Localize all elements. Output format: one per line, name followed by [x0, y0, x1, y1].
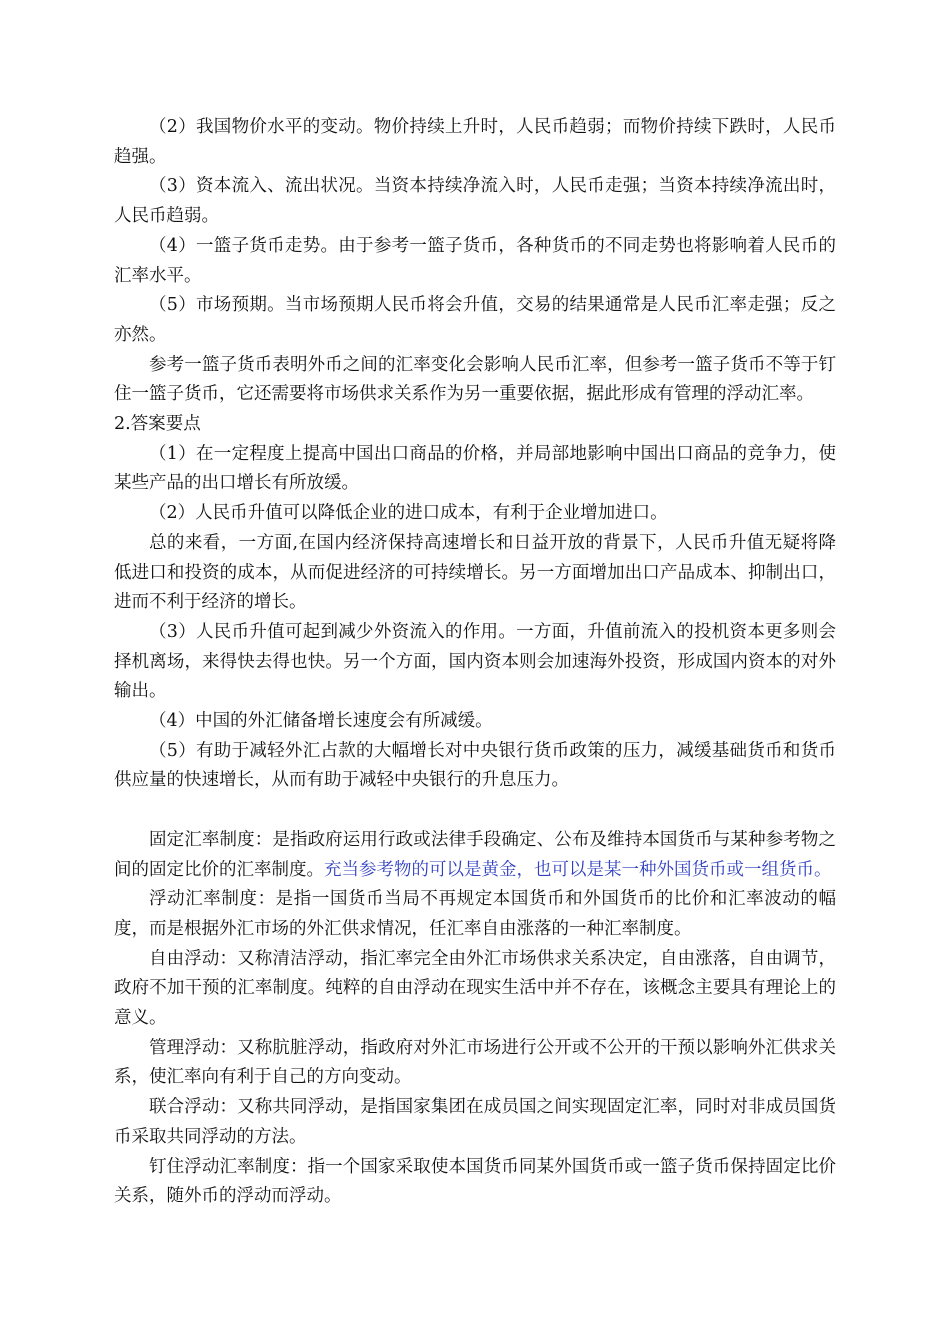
blank-line [114, 796, 836, 826]
paragraph-fixed-rate [114, 826, 836, 885]
paragraph-joint-float: 联合浮动：又称共同浮动，是指国家集团在成员国之间实现固定汇率，同时对非成员国货币采取共同浮动的方法。 [114, 1097, 836, 1147]
paragraph-monetary-pressure: （5）有助于减轻外汇占款的大幅增长对中央银行货币政策的压力，减缓基础货币和货币供应量的快速增长，从而有助于减轻中央银行的升息压力。 [114, 740, 836, 791]
paragraph-import-cost: （2）人民币升值可以降低企业的进口成本，有利于企业增加进口。 [149, 503, 668, 524]
paragraph-foreign-capital: （3）人民币升值可起到减少外资流入的作用。一方面，升值前流入的投机资本更多则会择机离场，来得快去得也快。另一个方面，国内资本则会加速海外投资，形成国内资本的对外输出。 [114, 621, 836, 702]
paragraph-export-price: （1）在一定程度上提高中国出口商品的价格，并局部地影响中国出口商品的竞争力，使某些产品的出口增长有所放缓。 [114, 443, 836, 494]
paragraph-floating-rate: 浮动汇率制度：是指一国货币当局不再规定本国货币和外国货币的比价和汇率波动的幅度，而是根据外汇市场的外汇供求情况，任汇率自由涨落的一种汇率制度。 [114, 889, 836, 939]
paragraph-capital-flow: （3）资本流入、流出状况。当资本持续净流入时，人民币走强；当资本持续净流出时，人民币趋弱。 [114, 176, 836, 227]
paragraph-reserves: （4）中国的外汇储备增长速度会有所减缓。 [149, 711, 493, 732]
document-page [114, 113, 836, 1212]
paragraph-overall: 总的来看，一方面,在国内经济保持高速增长和日益开放的背景下，人民币升值无疑将降低进口和投资的成本，从而促进经济的可持续增长。另一方面增加出口产品成本、抑制出口，进而不利于经济的增长。 [114, 532, 836, 613]
section-heading: 2.答案要点 [114, 414, 201, 435]
paragraph-basket-trend: （4）一篮子货币走势。由于参考一篮子货币，各种货币的不同走势也将影响着人民币的汇率水平。 [114, 235, 836, 286]
fixed-rate-highlight: 充当参考物的可以是黄金，也可以是某一种外国货币或一组货币。 [324, 859, 832, 880]
fixed-rate-definition: 固定汇率制度：是指政府运用行政或法律手段确定、公布及维持本国货币与某种参考物之间的固定比价的汇率制度。 [114, 829, 836, 880]
section-answer-points [114, 410, 836, 796]
paragraph-free-float: 自由浮动：又称清洁浮动，指汇率完全由外汇市场供求关系决定，自由涨落，自由调节，政府不加干预的汇率制度。纯粹的自由浮动在现实生活中并不存在，该概念主要具有理论上的意义。 [114, 948, 836, 1029]
paragraph-market-expectation: （5）市场预期。当市场预期人民币将会升值，交易的结果通常是人民币汇率走强；反之亦然。 [114, 295, 836, 345]
paragraph-managed-float: 管理浮动：又称肮脏浮动，指政府对外汇市场进行公开或不公开的干预以影响外汇供求关系，使汇率向有利于自己的方向变动。 [114, 1037, 836, 1088]
paragraph-price-level: （2）我国物价水平的变动。物价持续上升时，人民币趋弱；而物价持续下跌时，人民币趋强。 [114, 117, 836, 167]
paragraph-peg-float: 钉住浮动汇率制度：指一个国家采取使本国货币同某外国货币或一篮子货币保持固定比价关系，随外币的浮动而浮动。 [114, 1156, 836, 1207]
paragraph-basket-reference: 参考一篮子货币表明外币之间的汇率变化会影响人民币汇率，但参考一篮子货币不等于钉住一篮子货币，它还需要将市场供求关系作为另一重要依据，据此形成有管理的浮动汇率。 [114, 354, 836, 405]
section-determinants [114, 113, 836, 410]
section-exchange-regimes [114, 826, 836, 1212]
